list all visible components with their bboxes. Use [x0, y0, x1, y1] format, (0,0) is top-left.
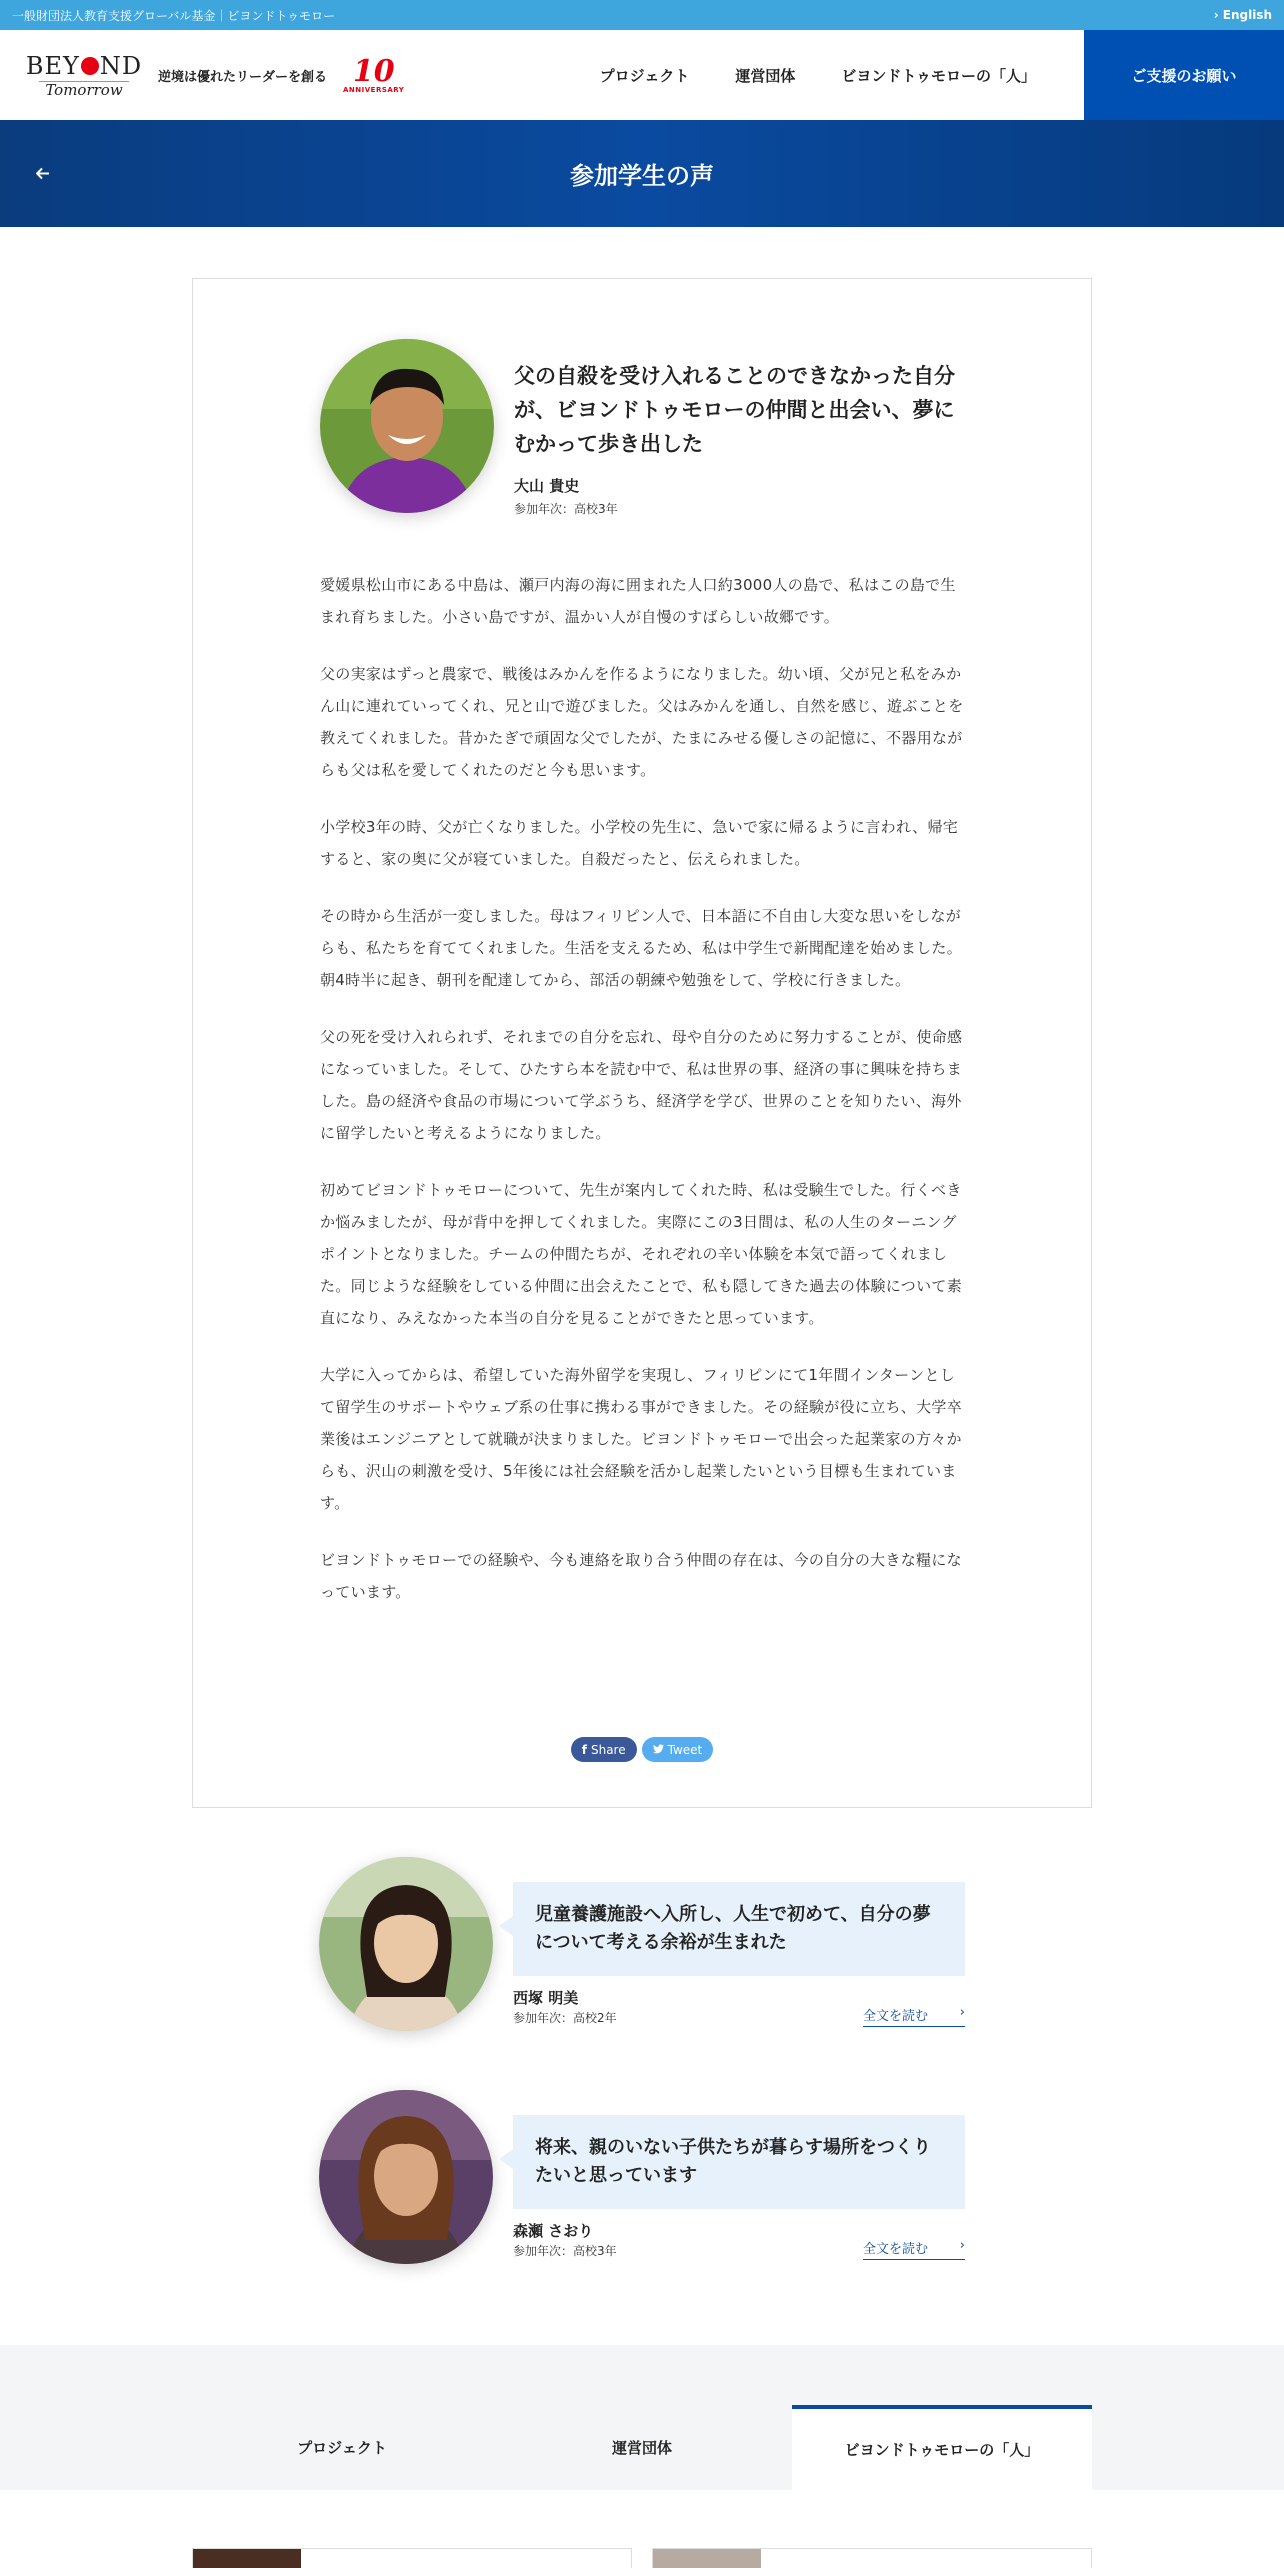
- article-body: [320, 569, 966, 1633]
- article-paragraph: 小学校3年の時、父が亡くなりました。小学校の先生に、急いで家に帰るように言われ、帰宅すると、家の奥に父が寝ていました。自殺だったと、伝えられました。: [320, 818, 959, 868]
- twitter-bird-icon: [653, 1743, 664, 1757]
- facebook-share-button[interactable]: [571, 1737, 637, 1762]
- page-title-band: [0, 120, 1284, 227]
- article-paragraph: 父の実家はずっと農家で、戦後はみかんを作るようになりました。幼い頃、父が兄と私をみかん山に連れていってくれ、兄と山で遊びました。父はみかんを通し、自然を感じ、遊ぶことを教えてくれました。昔かたぎで頑固な父でしたが、たまにみせる優しさの記憶に、不器用ながらも父は私を愛してくれたのだと今も思います。: [320, 665, 964, 779]
- logo-red-circle: [81, 57, 99, 75]
- facebook-icon: f: [581, 1742, 587, 1757]
- nav-item-project[interactable]: プロジェクト: [599, 66, 690, 85]
- site-tagline: 逆境は優れたリーダーを創る: [158, 69, 328, 85]
- read-full-link[interactable]: [863, 2005, 965, 2027]
- section-tabs: [192, 2405, 1092, 2490]
- nav-item-organization[interactable]: 運営団体: [735, 66, 796, 85]
- article-heading-block: [514, 339, 974, 517]
- article-paragraph: 大学に入ってからは、希望していた海外留学を実現し、フィリピンにて1年間インターンとして留学生のサポートやウェブ系の仕事に携わる事ができました。その経験が役に立ち、大学卒業後はエンジニアとして就職が決まりました。ビヨンドトゥモローで出会った起業家の方々からも、沢山の刺激を受け、5年後には社会経験を活かし起業したいという目標も生まれています。: [320, 1366, 963, 1512]
- logo-wordmark-top: BEY ND: [25, 51, 143, 80]
- back-arrow-icon[interactable]: [36, 163, 50, 184]
- anniversary-number: 10: [352, 53, 395, 89]
- read-full-link[interactable]: [863, 2238, 965, 2260]
- article-paragraph: その時から生活が一変しました。母はフィリピン人で、日本語に不自由し大変な思いをしながらも、私たちを育ててくれました。生活を支えるため、私は中学生で新聞配達を始めました。朝4時半に起き、朝刊を配達してから、部活の朝練や勉強をして、学校に行きました。: [320, 907, 963, 989]
- chevron-right-icon: ›: [959, 2005, 965, 2020]
- people-card[interactable]: [652, 2548, 1092, 2568]
- support-button[interactable]: ご支援のお願い: [1084, 30, 1284, 120]
- language-label: English: [1222, 8, 1272, 22]
- tab-project[interactable]: プロジェクト: [297, 2439, 387, 2457]
- voice-card[interactable]: [319, 1857, 965, 2037]
- logo-wordmark-bottom: Tomorrow: [39, 81, 128, 98]
- student-photo-avatar: [320, 339, 494, 513]
- read-full-label: 全文を読む: [863, 2009, 929, 2024]
- tab-people[interactable]: ビヨンドトゥモローの「人」: [792, 2405, 1092, 2490]
- share-buttons: [193, 1737, 1091, 1762]
- chevron-right-icon: ›: [959, 2238, 965, 2253]
- read-full-label: 全文を読む: [863, 2242, 929, 2257]
- people-cards-preview: [0, 2490, 1284, 2568]
- people-card-thumbnail: [653, 2549, 761, 2568]
- page-title: 参加学生の声: [570, 162, 714, 190]
- article-paragraph: 父の死を受け入れられず、それまでの自分を忘れ、母や自分のために努力することが、使命感になっていました。そして、ひたすら本を読む中で、私は世界の事、経済の事に興味を持ちました。島の経済や食品の市場について学ぶうち、経済学を学び、世界のことを知りたい、海外に留学したいと考えるようになりました。: [320, 1028, 963, 1142]
- article-hero: [320, 339, 974, 517]
- share-label: Share: [590, 1742, 626, 1757]
- voice-quote-bubble: 児童養護施設へ入所し、人生で初めて、自分の夢について考える余裕が生まれた: [513, 1882, 965, 1976]
- article-paragraph: 愛媛県松山市にある中島は、瀬戸内海の海に囲まれた人口約3000人の島で、私はこの島で生まれ育ちました。小さい島ですが、温かい人が自慢のすばらしい故郷です。: [320, 576, 956, 626]
- section-tabs-area: [0, 2345, 1284, 2490]
- voice-student-name: 森瀬 さおり: [513, 2222, 594, 2240]
- voice-participation-year: 参加年次：高校3年: [513, 2244, 617, 2258]
- student-photo-avatar: [319, 2090, 493, 2264]
- article-card: [192, 278, 1092, 1808]
- nav-item-people[interactable]: ビヨンドトゥモローの「人」: [841, 66, 1036, 85]
- people-card[interactable]: [192, 2548, 632, 2568]
- beyond-tomorrow-logo[interactable]: [24, 45, 144, 105]
- tweet-label: Tweet: [667, 1742, 703, 1757]
- voice-participation-year: 参加年次：高校2年: [513, 2011, 617, 2025]
- site-name: 一般財団法人教育支援グローバル基金｜ビヨンドトゥモロー: [12, 8, 336, 23]
- twitter-tweet-button[interactable]: [642, 1737, 714, 1762]
- article-paragraph: 初めてビヨンドトゥモローについて、先生が案内してくれた時、私は受験生でした。行くべきか悩みましたが、母が背中を押してくれました。実際にこの3日間は、私の人生のターニングポイントとなりました。チームの仲間たちが、それぞれの辛い体験を本気で語ってくれました。同じような経験をしている仲間に出会えたことで、私も隠してきた過去の体験について素直になり、みえなかった本当の自分を見ることができたと思っています。: [320, 1181, 963, 1327]
- article-paragraph: ビヨンドトゥモローでの経験や、今も連絡を取り合う仲間の存在は、今の自分の大きな糧になっています。: [320, 1551, 962, 1601]
- student-photo-avatar: [319, 1857, 493, 2031]
- voice-card[interactable]: [319, 2090, 965, 2270]
- anniversary-logo: [343, 53, 405, 94]
- tab-organization[interactable]: 運営団体: [611, 2439, 672, 2457]
- people-card-thumbnail: [193, 2549, 301, 2568]
- student-name: 大山 貴史: [514, 477, 580, 495]
- language-switch-link[interactable]: [1214, 8, 1272, 22]
- article-title: 父の自殺を受け入れることのできなかった自分が、ビヨンドトゥモローの仲間と出会い、夢にむかって歩き出した: [514, 364, 955, 456]
- main-nav: [600, 65, 1036, 86]
- anniversary-label: ANNIVERSARY: [343, 85, 405, 94]
- voice-student-name: 西塚 明美: [513, 1989, 579, 2007]
- site-header: [0, 30, 1284, 120]
- participation-year: 参加年次：高校3年: [514, 502, 618, 516]
- top-info-bar: [0, 0, 1284, 30]
- voice-quote-bubble: 将来、親のいない子供たちが暮らす場所をつくりたいと思っています: [513, 2115, 965, 2209]
- chevron-right-icon: ›: [1213, 8, 1219, 22]
